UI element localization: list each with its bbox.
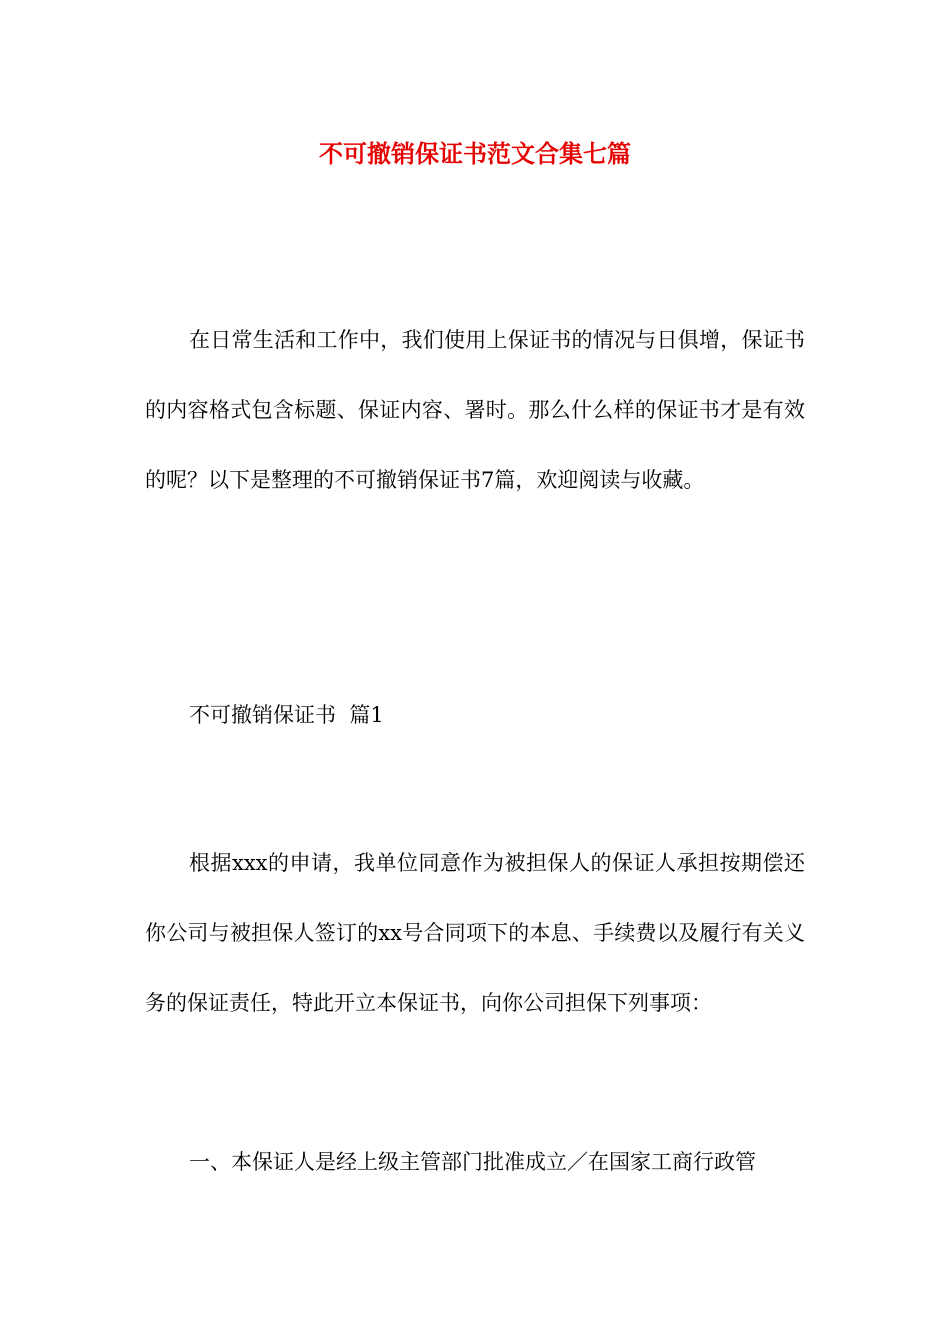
document-title: 不可撤销保证书范文合集七篇 [319,139,631,168]
section1-paragraph-2: 一、本保证人是经上级主管部门批准成立／在国家工商行政管 [189,1150,756,1174]
section1-paragraph-1: 根据xxx的申请，我单位同意作为被担保人的保证人承担按期偿还你公司与被担保人签订的xx号合同项下的本息、手续费以及履行有关义务的保证责任，特此开立本保证书，向你公司担保下列事项： [145,851,805,1015]
section-heading-1: 不可撤销保证书 篇1 [189,703,384,727]
intro-paragraph: 在日常生活和工作中，我们使用上保证书的情况与日俱增，保证书的内容格式包含标题、保证内容、署时。那么什么样的保证书才是有效的呢？以下是整理的不可撤销保证书7篇，欢迎阅读与收藏。 [145,328,805,492]
